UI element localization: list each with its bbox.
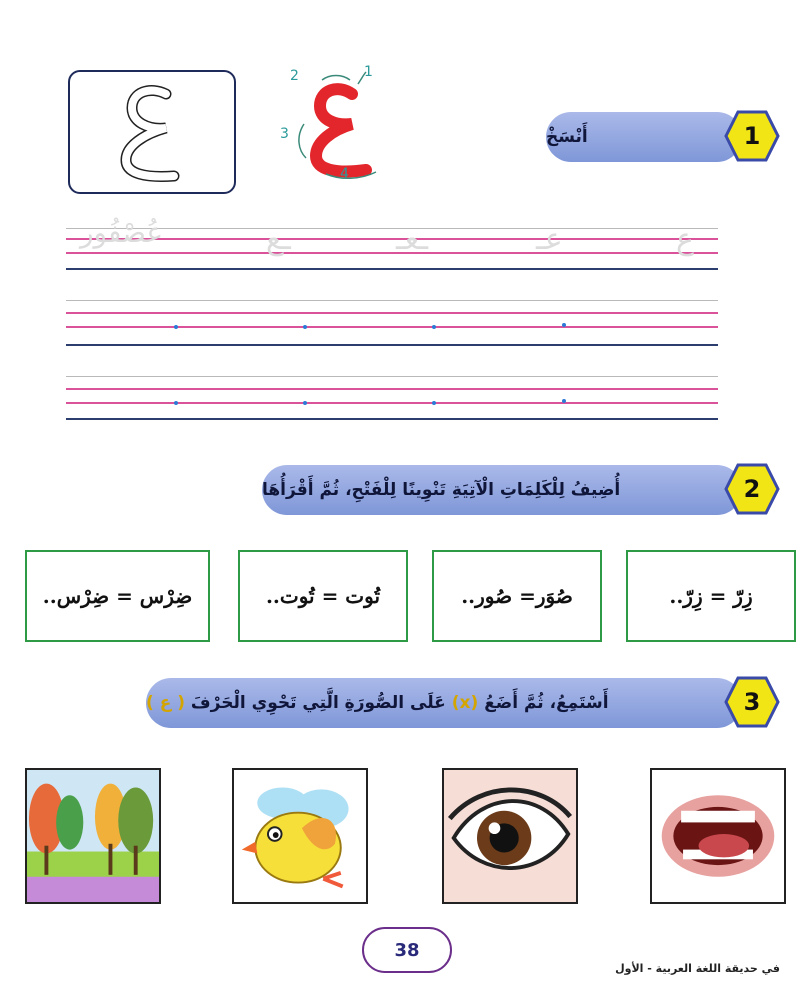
letter-ain-outline-icon — [70, 72, 234, 192]
word-box-1 — [626, 550, 796, 642]
section-1-title: أَنْسَخْ — [546, 127, 588, 147]
mouth-icon[interactable] — [650, 768, 786, 904]
stroke-number-2: 2 — [290, 68, 299, 84]
eye-icon[interactable] — [442, 768, 578, 904]
section-2-banner — [262, 465, 742, 515]
stroke-order-diagram — [280, 62, 390, 187]
stroke-number-4: 4 — [340, 166, 349, 182]
section-3-title — [146, 693, 609, 713]
section-1-banner — [546, 112, 742, 162]
x-mark: (x) — [451, 693, 479, 713]
stroke-number-1: 1 — [364, 64, 373, 80]
page-number-badge — [362, 927, 452, 973]
word-text: ضِرْس = ضِرْس.. — [42, 584, 193, 608]
word-box-4 — [25, 550, 210, 642]
trees-icon[interactable] — [25, 768, 161, 904]
section-3-title-before: أَسْتَمِعُ، ثُمَّ أَضَعُ — [484, 693, 609, 713]
page-number: 38 — [394, 939, 420, 961]
trace-letter-initial: عـ — [536, 222, 563, 257]
section-3-title-middle: عَلَى الصُّورَةِ الَّتِي تَحْوِي الْحَرْفَ — [190, 693, 446, 713]
section-2-number-badge — [724, 463, 780, 515]
section-1-number-badge — [724, 110, 780, 162]
section-1-number: 1 — [743, 122, 761, 150]
trace-letter-medial: ـعـ — [396, 222, 429, 257]
trace-letter-final: ـع — [266, 222, 291, 257]
writing-practice-lines — [66, 210, 718, 425]
word-text: زِرّ = زِرّ.. — [669, 584, 753, 608]
word-text: صُوَر= صُور.. — [461, 584, 573, 608]
word-box-2 — [432, 550, 602, 642]
stroke-number-3: 3 — [280, 126, 289, 142]
red-ain-letter — [316, 89, 366, 171]
section-3-number: 3 — [743, 688, 761, 716]
word-text: تُوت = تُوت.. — [265, 584, 381, 608]
section-2-title: أُضِيفُ لِلْكَلِمَاتِ الْآتِيَةِ تَنْوِينًا لِلْفَتْحِ، ثُمَّ أَقْرَأُهَا — [262, 480, 621, 500]
letter-mark: ( ع ) — [146, 693, 185, 713]
section-3-number-badge — [724, 676, 780, 728]
letter-outline-card — [68, 70, 236, 194]
section-3-banner — [146, 678, 742, 728]
bird-icon[interactable] — [232, 768, 368, 904]
footer-book-title: في حديقة اللغة العربية - الأول — [615, 962, 780, 975]
trace-letter-isolated: ع — [676, 222, 694, 257]
section-2-number: 2 — [743, 475, 761, 503]
trace-word: عُصْفُور — [80, 216, 164, 249]
word-box-3 — [238, 550, 408, 642]
